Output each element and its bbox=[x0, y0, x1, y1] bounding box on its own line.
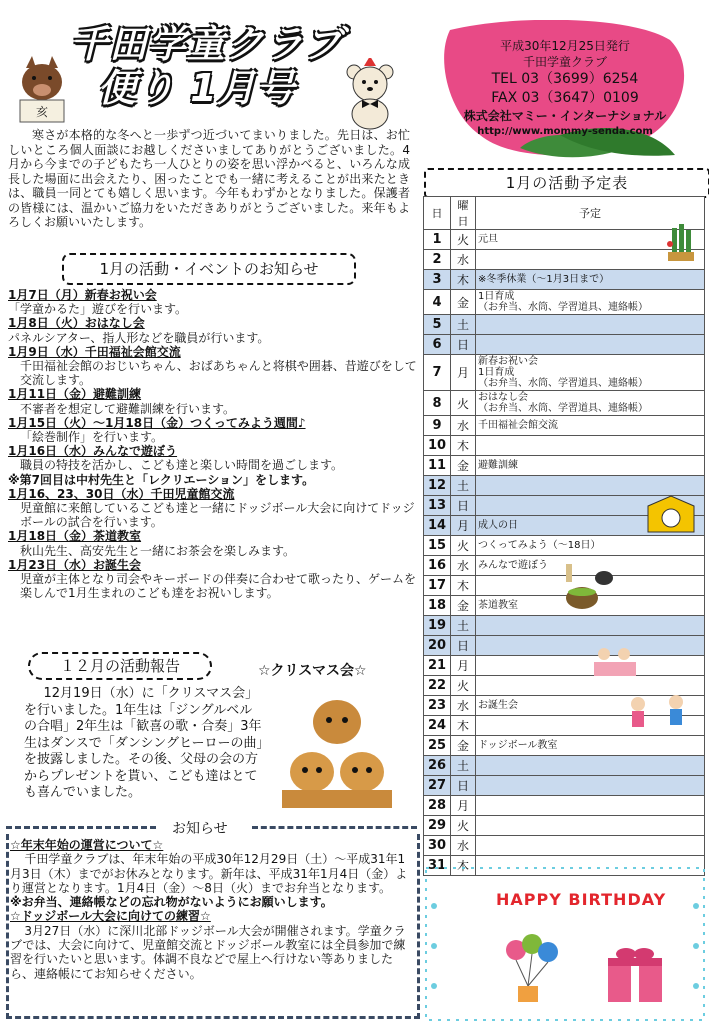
event-item bbox=[8, 387, 418, 415]
calendar-row bbox=[424, 391, 705, 416]
calendar-plan: お誕生会 bbox=[476, 696, 705, 716]
event-desc: パネルシアター、指人形などを職員が行います。 bbox=[8, 330, 270, 345]
event-title: 1月8日（火）おはなし会 bbox=[8, 316, 145, 331]
event-item bbox=[8, 316, 418, 344]
calendar-weekday: 金 bbox=[451, 736, 476, 756]
calendar-plan: 成人の日 bbox=[476, 516, 705, 536]
calendar-day: 25 bbox=[424, 736, 451, 756]
calendar-day: 7 bbox=[424, 355, 451, 391]
calendar-plan: 新春お祝い会 1日育成 （お弁当、水筒、学習道具、連絡帳） bbox=[476, 355, 705, 391]
gift-box-icon bbox=[604, 944, 666, 1004]
calendar-row bbox=[424, 270, 705, 290]
svg-text:亥: 亥 bbox=[35, 105, 49, 119]
title-line-1: 千田学童クラブ bbox=[70, 22, 344, 66]
calendar-row bbox=[424, 290, 705, 315]
event-desc: 職員の特技を活かし、こども達と楽しい時間を過ごします。 bbox=[20, 458, 344, 473]
event-item bbox=[8, 416, 418, 444]
calendar-row bbox=[424, 616, 705, 636]
calendar-weekday: 月 bbox=[451, 355, 476, 391]
happy-birthday-text: HAPPY BIRTHDAY bbox=[496, 890, 667, 909]
calendar-weekday: 木 bbox=[451, 436, 476, 456]
calendar-plan: おはなし会 （お弁当、水筒、学習道具、連絡帳） bbox=[476, 391, 705, 416]
calendar-row bbox=[424, 756, 705, 776]
calendar-weekday: 月 bbox=[451, 796, 476, 816]
calendar-plan bbox=[476, 335, 705, 355]
calendar-weekday: 木 bbox=[451, 716, 476, 736]
calendar-plan: ※冬季休業（～1月3日まで） bbox=[476, 270, 705, 290]
events-list bbox=[8, 288, 418, 600]
calendar-row bbox=[424, 355, 705, 391]
notice-border-top-right bbox=[252, 826, 417, 829]
kadomatsu-icon bbox=[662, 222, 698, 262]
newsletter-title bbox=[70, 22, 343, 110]
calendar-weekday: 水 bbox=[451, 250, 476, 270]
event-title: 1月11日（金）避難訓練 bbox=[8, 387, 142, 402]
calendar-weekday: 土 bbox=[451, 476, 476, 496]
calendar-row bbox=[424, 456, 705, 476]
bear-illustration bbox=[340, 58, 402, 130]
calendar-weekday: 木 bbox=[451, 576, 476, 596]
event-item bbox=[8, 529, 418, 557]
calendar-plan bbox=[476, 476, 705, 496]
calendar-row bbox=[424, 536, 705, 556]
calendar-day: 18 bbox=[424, 596, 451, 616]
calendar-plan bbox=[476, 756, 705, 776]
calendar-day: 11 bbox=[424, 456, 451, 476]
club-name: 千田学童クラブ bbox=[522, 55, 607, 69]
club-fax: FAX 03（3647）0109 bbox=[491, 90, 639, 106]
balloons-icon bbox=[504, 932, 560, 1006]
calendar-row bbox=[424, 315, 705, 335]
event-title: 1月23日（水）お誕生会 bbox=[8, 557, 142, 572]
calendar-plan bbox=[476, 315, 705, 335]
event-item bbox=[8, 288, 418, 316]
calendar-weekday: 土 bbox=[451, 756, 476, 776]
calendar-header-plan: 予定 bbox=[476, 197, 705, 230]
event-desc: 「絵巻制作」を行います。 bbox=[20, 430, 164, 445]
events-heading: 1月の活動・イベントのお知らせ bbox=[62, 253, 356, 285]
calendar-row bbox=[424, 836, 705, 856]
calendar-plan bbox=[476, 816, 705, 836]
event-title: 1月18日（金）茶道教室 bbox=[8, 529, 142, 544]
calendar-header-weekday: 曜日 bbox=[451, 197, 476, 230]
notice-border-top-left bbox=[6, 826, 156, 829]
notice-reminder: ※お弁当、連絡帳などの忘れ物がないようにお願いします。 bbox=[10, 895, 333, 910]
calendar-day: 28 bbox=[424, 796, 451, 816]
calendar-plan: 茶道教室 bbox=[476, 596, 705, 616]
calendar-weekday: 火 bbox=[451, 391, 476, 416]
calendar-day: 20 bbox=[424, 636, 451, 656]
calendar-weekday: 金 bbox=[451, 456, 476, 476]
event-item bbox=[8, 444, 418, 487]
calendar-weekday: 日 bbox=[451, 776, 476, 796]
ema-icon bbox=[646, 494, 696, 534]
calendar-row bbox=[424, 656, 705, 676]
calendar-row bbox=[424, 436, 705, 456]
calendar-day: 10 bbox=[424, 436, 451, 456]
title-line-2: 便り 1月号 bbox=[98, 66, 296, 110]
calendar-weekday: 水 bbox=[451, 556, 476, 576]
calendar-plan: つくってみよう（～18日） bbox=[476, 536, 705, 556]
calendar-day: 19 bbox=[424, 616, 451, 636]
calendar-row bbox=[424, 335, 705, 355]
notice-holidays-text: 千田学童クラブは、年末年始の平成30年12月29日（土）～平成31年1月3日（木）までがお休みとなります。新年は、平成31年1月4日（金）より運営となります。1月4日（金）～8日（火）までお弁当となります。 bbox=[10, 852, 408, 895]
calendar-plan: 元旦 bbox=[476, 230, 705, 250]
december-report-text: 12月19日（水）に「クリスマス会」を行いました。1年生は「ジングルベルの合唱」2年生は「歓喜の歌・合奏」3年生はダンスで「ダンシングヒーローの曲」を披露しました。その後、父母の会の方からプレゼントを貰い、こども達はとても喜んでいました。 bbox=[24, 686, 263, 800]
calendar-weekday: 火 bbox=[451, 230, 476, 250]
calendar-day: 17 bbox=[424, 576, 451, 596]
event-note: ※第7回目は中村先生と「レクリエーション」をします。 bbox=[8, 472, 315, 487]
calendar-day: 24 bbox=[424, 716, 451, 736]
calendar-row bbox=[424, 476, 705, 496]
calendar-day: 27 bbox=[424, 776, 451, 796]
event-item bbox=[8, 345, 418, 388]
issue-date: 平成30年12月25日発行 bbox=[500, 39, 630, 53]
calendar-weekday: 火 bbox=[451, 676, 476, 696]
calendar-weekday: 土 bbox=[451, 616, 476, 636]
calendar-day: 4 bbox=[424, 290, 451, 315]
notice-label: お知らせ bbox=[172, 821, 228, 837]
calendar-weekday: 金 bbox=[451, 596, 476, 616]
calendar-day: 9 bbox=[424, 416, 451, 436]
notice-dodgeball-text: 3月27日（水）に深川北部ドッジボール大会が開催されます。学童クラブでは、大会に向けて、児童館交流とドッジボール教室には全員参加で練習を行いたいと思います。体調不良などで屋上へ行けない等ありましたら、連絡帳にてお知らせください。 bbox=[10, 923, 406, 981]
calendar-weekday: 日 bbox=[451, 496, 476, 516]
calendar-weekday: 水 bbox=[451, 836, 476, 856]
activity-calendar bbox=[423, 196, 705, 876]
event-title: 1月7日（月）新春お祝い会 bbox=[8, 288, 157, 302]
calendar-weekday: 土 bbox=[451, 315, 476, 335]
club-contact-info bbox=[440, 38, 690, 140]
december-report-heading: １２月の活動報告 bbox=[28, 652, 212, 680]
event-item bbox=[8, 487, 418, 530]
calendar-row bbox=[424, 816, 705, 836]
calendar-plan: みんなで遊ぼう bbox=[476, 556, 705, 576]
calendar-plan bbox=[476, 836, 705, 856]
calendar-weekday: 日 bbox=[451, 335, 476, 355]
calendar-day: 6 bbox=[424, 335, 451, 355]
christmas-party-title: ☆クリスマス会☆ bbox=[258, 663, 367, 679]
calendar-weekday: 火 bbox=[451, 816, 476, 836]
calendar-plan: 避難訓練 bbox=[476, 456, 705, 476]
calendar-day: 2 bbox=[424, 250, 451, 270]
calendar-weekday: 月 bbox=[451, 516, 476, 536]
calendar-day: 21 bbox=[424, 656, 451, 676]
calendar-row bbox=[424, 416, 705, 436]
children-playing-icon bbox=[620, 694, 696, 744]
calendar-weekday: 水 bbox=[451, 696, 476, 716]
calendar-day: 22 bbox=[424, 676, 451, 696]
calendar-plan bbox=[476, 796, 705, 816]
calendar-weekday: 日 bbox=[451, 636, 476, 656]
calendar-day: 23 bbox=[424, 696, 451, 716]
calendar-plan: 1日育成 （お弁当、水筒、学習道具、連絡帳） bbox=[476, 290, 705, 315]
calendar-day: 15 bbox=[424, 536, 451, 556]
calendar-weekday: 火 bbox=[451, 536, 476, 556]
event-desc: 「学童かるた」遊びを行います。 bbox=[8, 302, 188, 317]
boar-calligraphy-illustration bbox=[14, 52, 70, 126]
calendar-row bbox=[424, 636, 705, 656]
event-title: 1月9日（水）千田福祉会館交流 bbox=[8, 344, 181, 359]
calendar-title: 1月の活動予定表 bbox=[424, 168, 709, 198]
birthday-party-icon bbox=[590, 642, 640, 678]
calendar-plan bbox=[476, 776, 705, 796]
event-title: 1月15日（火）～1月18日（金）つくってみよう週間♪ bbox=[8, 415, 306, 430]
calendar-weekday: 月 bbox=[451, 656, 476, 676]
calendar-day: 14 bbox=[424, 516, 451, 536]
calendar-weekday: 木 bbox=[451, 856, 476, 876]
calendar-day: 12 bbox=[424, 476, 451, 496]
calendar-day: 31 bbox=[424, 856, 451, 876]
calendar-day: 30 bbox=[424, 836, 451, 856]
calendar-plan bbox=[476, 616, 705, 636]
notice-heading-dodgeball: ☆ドッジボール大会に向けての練習☆ bbox=[10, 909, 211, 924]
calendar-day: 1 bbox=[424, 230, 451, 250]
notice-heading-holidays: ☆年末年始の運営について☆ bbox=[10, 838, 164, 852]
calendar-day: 16 bbox=[424, 556, 451, 576]
event-desc: 千田福祉会館のおじいちゃん、おばあちゃんと将棋や囲碁、昔遊びをして交流します。 bbox=[20, 359, 417, 388]
event-item bbox=[8, 558, 418, 601]
tea-ceremony-icon bbox=[560, 562, 616, 614]
calendar-day: 13 bbox=[424, 496, 451, 516]
calendar-row bbox=[424, 676, 705, 696]
club-tel: TEL 03（3699）6254 bbox=[491, 71, 639, 87]
calendar-weekday: 水 bbox=[451, 416, 476, 436]
calendar-day: 5 bbox=[424, 315, 451, 335]
calendar-day: 29 bbox=[424, 816, 451, 836]
calendar-plan bbox=[476, 436, 705, 456]
calendar-row bbox=[424, 796, 705, 816]
event-desc: 児童館に来館しているこども達と一緒にドッジボール大会に向けてドッジボールの試合を行います。 bbox=[20, 501, 415, 530]
calendar-day: 26 bbox=[424, 756, 451, 776]
event-desc: 秋山先生、高安先生と一緒にお茶会を楽しみます。 bbox=[20, 543, 296, 558]
notice-text bbox=[10, 838, 412, 981]
event-title: 1月16、23、30日（水）千田児童館交流 bbox=[8, 486, 235, 501]
calendar-weekday: 木 bbox=[451, 270, 476, 290]
company-name: 株式会社マミー・インターナショナル bbox=[463, 109, 667, 123]
calendar-plan: 千田福祉会館交流 bbox=[476, 416, 705, 436]
calendar-day: 8 bbox=[424, 391, 451, 416]
calendar-day: 3 bbox=[424, 270, 451, 290]
event-desc: 不審者を想定して避難訓練を行います。 bbox=[20, 401, 236, 416]
calendar-header-day: 日 bbox=[424, 197, 451, 230]
calendar-row bbox=[424, 776, 705, 796]
club-website-link[interactable]: http://www.mommy-senda.com bbox=[477, 126, 653, 137]
calendar-weekday: 金 bbox=[451, 290, 476, 315]
calendar-plan: ドッジボール教室 bbox=[476, 736, 705, 756]
event-title: 1月16日（水）みんなで遊ぼう bbox=[8, 444, 178, 459]
intro-paragraph: 寒さが本格的な冬へと一歩ずつ近づいてまいりました。先日は、お忙しいところ個人面談にお越しくださいましてありがとうございました。4月から今までの子どもたち一人ひとりの姿を思い浮かべると、いろんな成長した場面に出会えたり、困ったことでも一緒に考えることが出来たときは、職員一同とても嬉しく思います。今年もわずかとなりました。保護者の皆様には、温かいご協力をいただきありがとうございました。来年もよろしくお願いいたします。 bbox=[8, 128, 410, 229]
event-desc: 児童が主体となり司会やキーボードの伴奏に合わせて歌ったり、ゲームを楽しんで1月生まれのこども達をお祝いします。 bbox=[20, 572, 417, 601]
calendar-plan bbox=[476, 676, 705, 696]
dogs-celebrating-illustration bbox=[262, 682, 412, 812]
